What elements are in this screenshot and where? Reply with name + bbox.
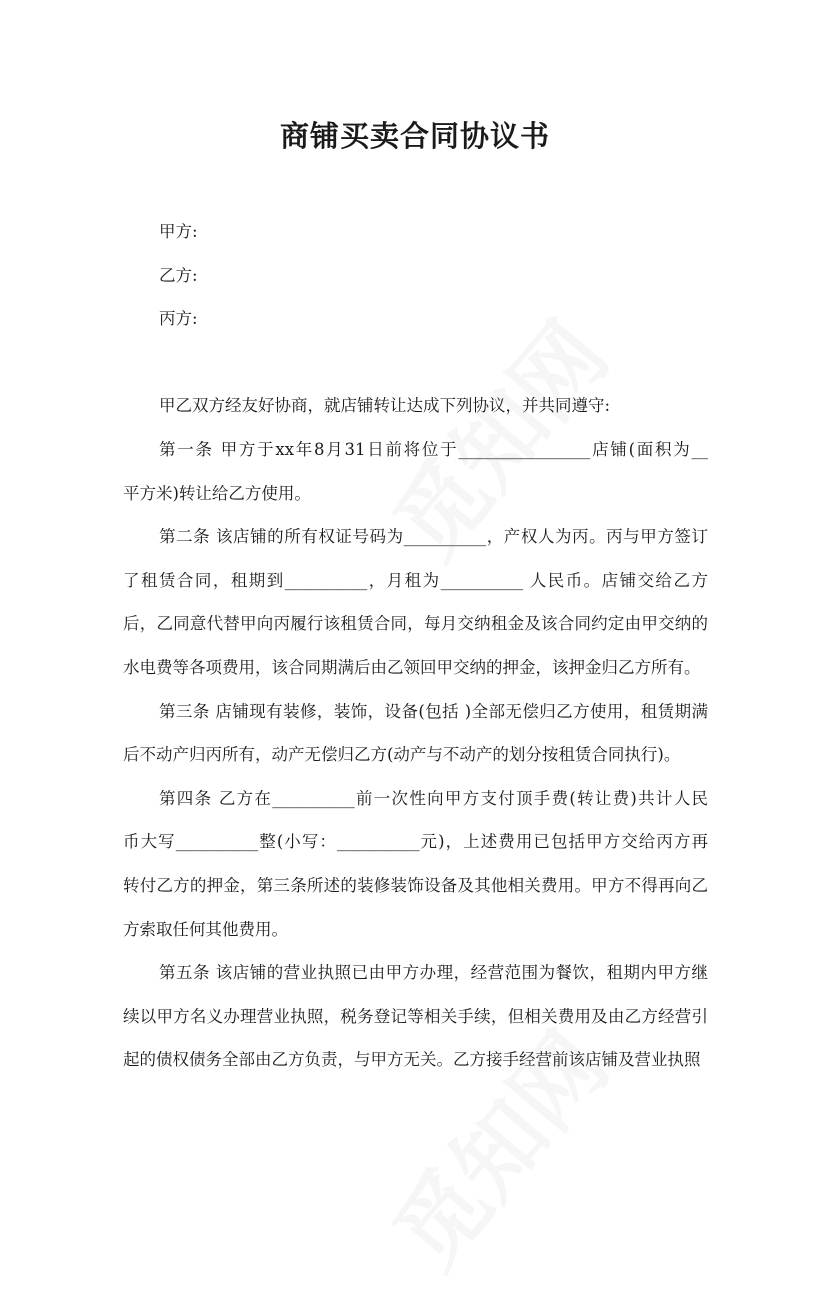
paragraph-line: 平方米)转让给乙方使用。 bbox=[123, 483, 311, 503]
clauses bbox=[123, 392, 708, 1090]
paragraph-line: 水电费等各项费用，该合同期满后由乙领回甲交纳的押金，该押金归乙方所有。 bbox=[123, 657, 701, 677]
paragraph-line: 续以甲方名义办理营业执照，税务登记等相关手续，但相关费用及由乙方经营引 bbox=[123, 1006, 708, 1026]
party-a-label: 甲方: bbox=[159, 222, 198, 241]
party-b-label: 乙方: bbox=[159, 265, 198, 285]
clause-paragraph bbox=[123, 785, 708, 959]
paragraph-line: 第四条 乙方在__________前一次性向甲方支付顶手费(转让费)共计人民 bbox=[159, 788, 708, 808]
clause-paragraph bbox=[123, 959, 708, 1090]
paragraph-line: 了租赁合同，租期到__________，月租为__________ 人民币。店铺交给乙方 bbox=[123, 570, 708, 590]
document-title: 商铺买卖合同协议书 bbox=[279, 119, 550, 153]
intro-paragraph bbox=[123, 392, 708, 436]
paragraph-line: 起的债权债务全部由乙方负责，与甲方无关。乙方接手经营前该店铺及营业执照 bbox=[123, 1050, 701, 1070]
clause-paragraph bbox=[123, 698, 708, 785]
paragraph-line: 甲乙双方经友好协商，就店铺转让达成下列协议，并共同遵守: bbox=[159, 396, 611, 416]
paragraph-line: 币大写__________整(小写：__________元)，上述费用已包括甲方交给丙方再 bbox=[123, 832, 708, 852]
paragraph-line: 第五条 该店铺的营业执照已由甲方办理，经营范围为餐饮，租期内甲方继 bbox=[159, 963, 708, 983]
paragraph-line: 第三条 店铺现有装修，装饰，设备(包括 )全部无偿归乙方使用，租赁期满 bbox=[159, 701, 708, 721]
paragraph-line: 方索取任何其他费用。 bbox=[123, 919, 288, 939]
paragraph-line: 转付乙方的押金，第三条所述的装修装饰设备及其他相关费用。甲方不得再向乙 bbox=[123, 875, 708, 895]
paragraph-line: 第一条 甲方于xx年8月31日前将位于________________店铺(面积为__ bbox=[159, 439, 708, 459]
clause-paragraph bbox=[123, 436, 708, 523]
party-c-label: 丙方: bbox=[159, 309, 198, 329]
clause-paragraph bbox=[123, 523, 708, 697]
paragraph-line: 后不动产归丙所有，动产无偿归乙方(动产与不动产的划分按租赁合同执行)。 bbox=[123, 745, 681, 765]
paragraph-line: 第二条 该店铺的所有权证号码为__________，产权人为丙。丙与甲方签订 bbox=[159, 527, 708, 547]
paragraph-line: 后，乙同意代替甲向丙履行该租赁合同，每月交纳租金及该合同约定由甲交纳的 bbox=[123, 614, 708, 634]
document-body bbox=[123, 218, 708, 1090]
